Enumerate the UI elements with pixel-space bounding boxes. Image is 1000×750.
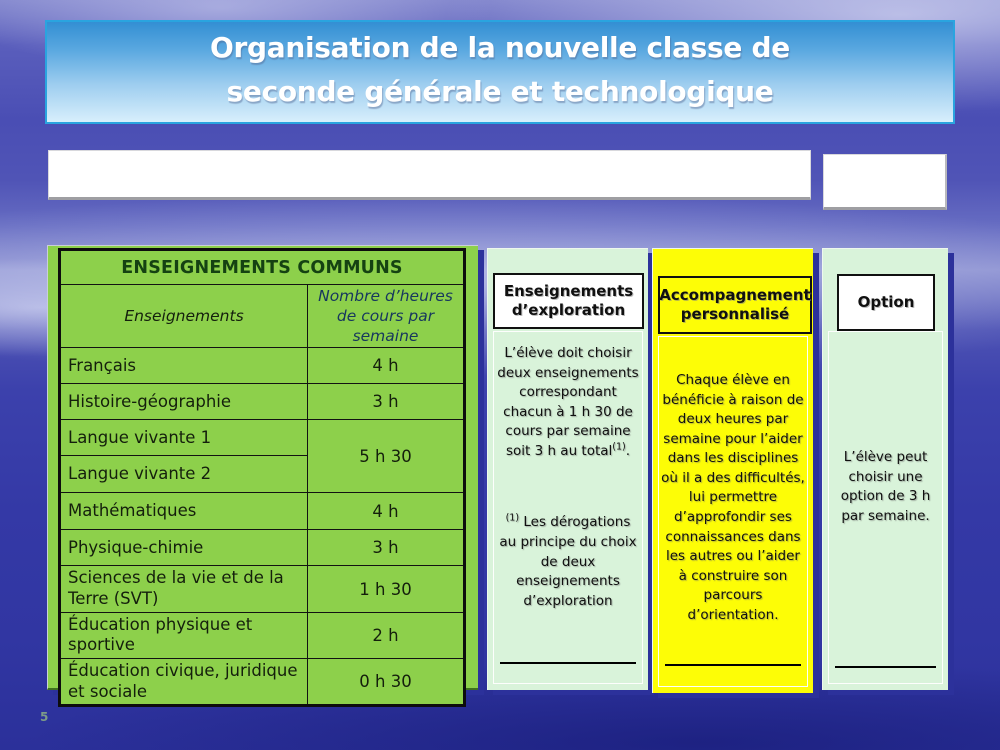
panel-header-option: Option (837, 274, 935, 331)
panel-enseignements-exploration (487, 248, 648, 690)
slide-title-line1: Organisation de la nouvelle classe de (210, 31, 790, 64)
panel-header-accompagnement: Accompagnement personnalisé (658, 276, 812, 334)
row-hours-svt: 1 h 30 (308, 566, 465, 612)
panel-body-exploration (493, 331, 643, 684)
exploration-footnote: $^{(1)}$ Les dérogations au principe du choix de deux enseignements d’exploration (499, 512, 637, 609)
empty-white-box-small (823, 154, 947, 210)
row-label-ecjs: Éducation civique, juridique et sociale (60, 658, 308, 705)
exploration-body-text: L’élève doit choisir deux enseignements correspondant chacun à 1 h 30 de cours par semaine soit 3 h au total$^{(1)}$. (497, 345, 639, 459)
row-label-langue-vivante-2: Langue vivante 2 (60, 456, 308, 493)
row-hours-physique-chimie: 3 h (308, 530, 465, 566)
panel-header-exploration: Enseignements d’exploration (493, 273, 644, 329)
panel-body-option: L’élève peut choisir une option de 3 h par semaine. (828, 331, 943, 684)
row-hours-eps: 2 h (308, 612, 465, 658)
title-banner (45, 20, 955, 124)
row-label-francais: Français (60, 348, 308, 384)
row-label-histoire-geographie: Histoire-géographie (60, 384, 308, 420)
table-title: ENSEIGNEMENTS COMMUNS (60, 250, 465, 285)
column-header-hours: Nombre d’heures de cours par semaine (308, 285, 465, 348)
row-hours-francais: 4 h (308, 348, 465, 384)
row-label-mathematiques: Mathématiques (60, 493, 308, 530)
footnote-marker: (1) (505, 512, 520, 524)
row-label-svt: Sciences de la vie et de la Terre (SVT) (60, 566, 308, 612)
footnote-marker: (1) (612, 441, 626, 453)
row-hours-mathematiques: 4 h (308, 493, 465, 530)
panel-accompagnement-personnalise (652, 248, 813, 693)
panel-option (822, 248, 948, 690)
underline-rule (500, 662, 636, 664)
underline-rule (835, 666, 936, 668)
row-label-eps: Éducation physique et sportive (60, 612, 308, 658)
row-label-langue-vivante-1: Langue vivante 1 (60, 420, 308, 456)
enseignements-communs-block (47, 245, 478, 701)
row-hours-ecjs: 0 h 30 (308, 658, 465, 705)
empty-white-bar-wide (48, 150, 811, 200)
row-label-physique-chimie: Physique-chimie (60, 530, 308, 566)
slide-title-line2: seconde générale et technologique (226, 75, 774, 108)
row-hours-histoire-geographie: 3 h (308, 384, 465, 420)
underline-rule (665, 664, 801, 666)
panel-body-accompagnement: Chaque élève en bénéficie à raison de deux heures par semaine pour l’aider dans les disciplines où il a des difficultés, lui permettre d’approfondir ses connaissances dans les autres ou l’aider à construire son parcours d’orientation. (658, 336, 808, 687)
row-hours-langues-vivantes-merged: 5 h 30 (308, 420, 465, 493)
column-header-enseignements: Enseignements (60, 285, 308, 348)
page-number: 5 (40, 710, 49, 724)
enseignements-communs-table (58, 248, 466, 707)
